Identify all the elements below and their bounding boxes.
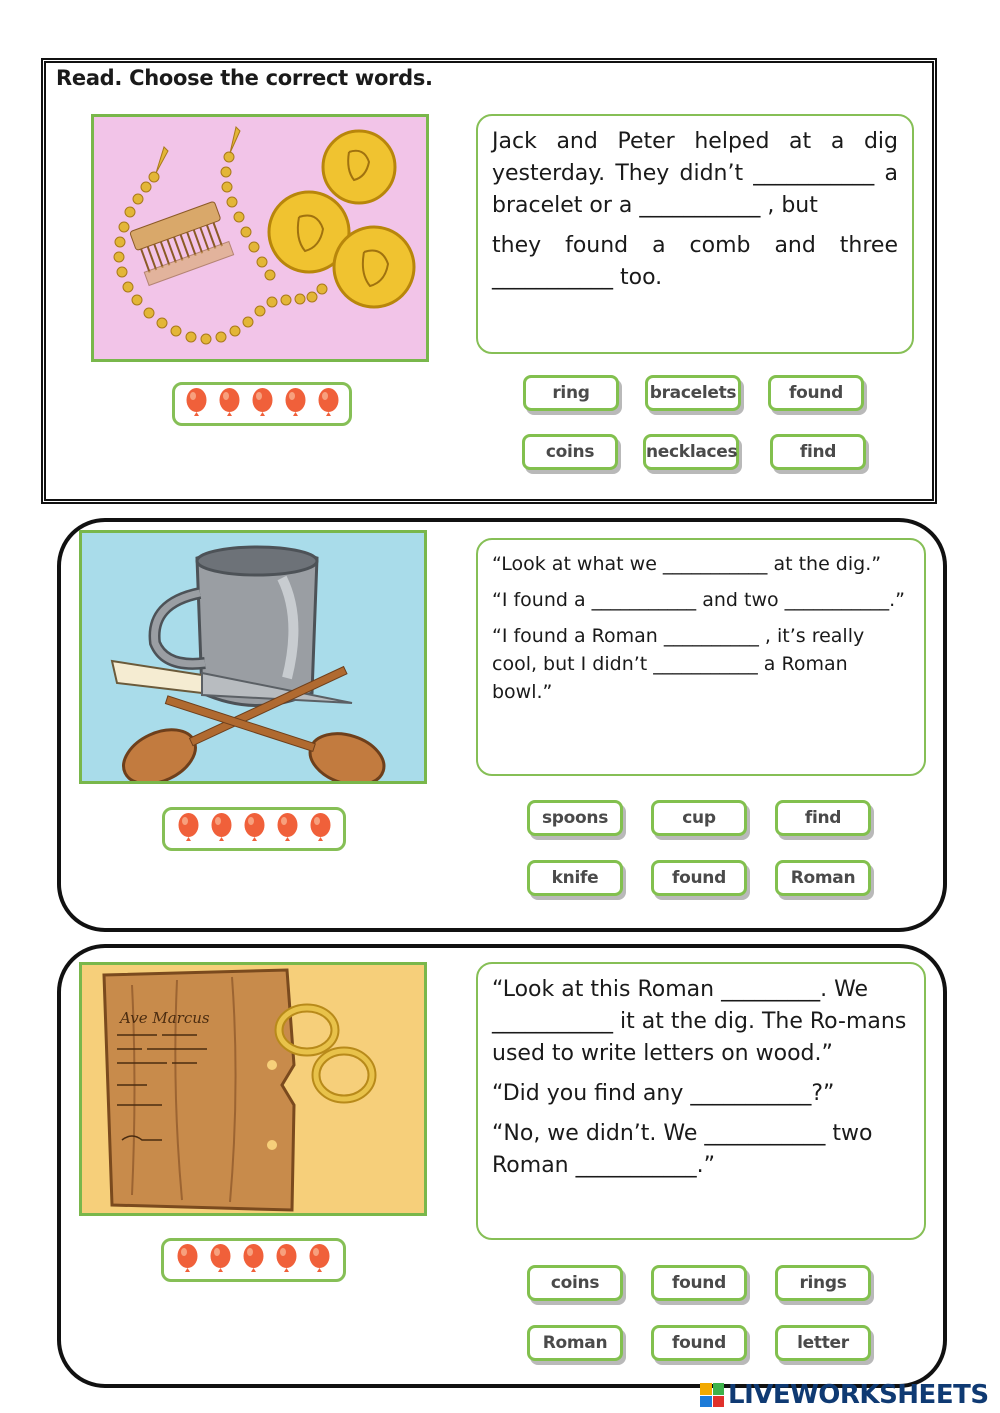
balloon-icon bbox=[184, 387, 209, 421]
word-choice-button[interactable]: found bbox=[768, 375, 864, 411]
section-1-text bbox=[476, 114, 914, 354]
comb-necklace-coins-image bbox=[91, 114, 429, 362]
word-choice-button[interactable]: found bbox=[651, 1325, 747, 1361]
word-choice-button[interactable]: bracelets bbox=[645, 375, 741, 411]
balloon-icon bbox=[217, 387, 242, 421]
balloon-icon bbox=[209, 812, 234, 846]
word-choice-button[interactable]: coins bbox=[527, 1265, 623, 1301]
letter-heading: Ave Marcus bbox=[120, 1009, 210, 1027]
balloon-icon bbox=[242, 812, 267, 846]
balloon-icon bbox=[208, 1243, 233, 1277]
word-choice-button[interactable]: spoons bbox=[527, 800, 623, 836]
word-choice-button[interactable]: found bbox=[651, 1265, 747, 1301]
section-3-text bbox=[476, 962, 926, 1240]
word-choice-button[interactable]: necklaces bbox=[643, 434, 739, 470]
word-choice-button[interactable]: found bbox=[651, 860, 747, 896]
word-choice-button[interactable]: ring bbox=[523, 375, 619, 411]
balloon-icon bbox=[176, 812, 201, 846]
balloon-icon bbox=[308, 812, 333, 846]
liveworksheets-logo bbox=[700, 1380, 989, 1410]
balloon-icon bbox=[283, 387, 308, 421]
section-1-paragraph: they found a comb and three ___________ too. bbox=[492, 233, 898, 290]
logo-mark-icon bbox=[700, 1383, 724, 1407]
wooden-letter-rings-illustration bbox=[82, 965, 424, 1213]
section-2-paragraph: “I found a Roman __________ , it’s really cool, but I didn’t ___________ a Roman bowl.” bbox=[492, 625, 865, 703]
word-choice-button[interactable]: letter bbox=[775, 1325, 871, 1361]
balloon-icon bbox=[241, 1243, 266, 1277]
score-balloons bbox=[162, 807, 346, 851]
section-2-paragraph: “I found a ___________ and two ___________.” bbox=[492, 589, 906, 611]
comb-necklace-coins-illustration bbox=[94, 117, 426, 359]
score-balloons bbox=[172, 382, 352, 426]
balloon-icon bbox=[175, 1243, 200, 1277]
balloon-icon bbox=[275, 812, 300, 846]
score-balloons bbox=[161, 1238, 346, 1282]
word-choice-button[interactable]: Roman bbox=[775, 860, 871, 896]
section-2-paragraph: “Look at what we ___________ at the dig.” bbox=[492, 553, 882, 575]
balloon-icon bbox=[250, 387, 275, 421]
instruction-heading: Read. Choose the correct words. bbox=[56, 66, 433, 90]
section-3-paragraph: “No, we didn’t. We ___________ two Roman ___________.” bbox=[492, 1121, 873, 1178]
balloon-icon bbox=[274, 1243, 299, 1277]
word-choice-button[interactable]: cup bbox=[651, 800, 747, 836]
cup-knife-spoons-illustration bbox=[82, 533, 424, 781]
word-choice-button[interactable]: knife bbox=[527, 860, 623, 896]
section-2-text bbox=[476, 538, 926, 776]
word-choice-button[interactable]: rings bbox=[775, 1265, 871, 1301]
section-1-paragraph: Jack and Peter helped at a dig yesterday. They didn’t ___________ a bracelet or a ___________ , but bbox=[492, 129, 898, 218]
section-3-paragraph: “Look at this Roman _________. We ___________ it at the dig. The Ro-mans used to write letters on wood.” bbox=[492, 977, 907, 1066]
word-choice-button[interactable]: find bbox=[770, 434, 866, 470]
balloon-icon bbox=[316, 387, 341, 421]
cup-knife-spoons-image bbox=[79, 530, 427, 784]
word-choice-button[interactable]: find bbox=[775, 800, 871, 836]
section-3-paragraph: “Did you find any ___________?” bbox=[492, 1081, 835, 1106]
word-choice-button[interactable]: Roman bbox=[527, 1325, 623, 1361]
balloon-icon bbox=[307, 1243, 332, 1277]
logo-text: LIVEWORKSHEETS bbox=[728, 1380, 989, 1410]
wooden-letter-rings-image bbox=[79, 962, 427, 1216]
word-choice-button[interactable]: coins bbox=[522, 434, 618, 470]
